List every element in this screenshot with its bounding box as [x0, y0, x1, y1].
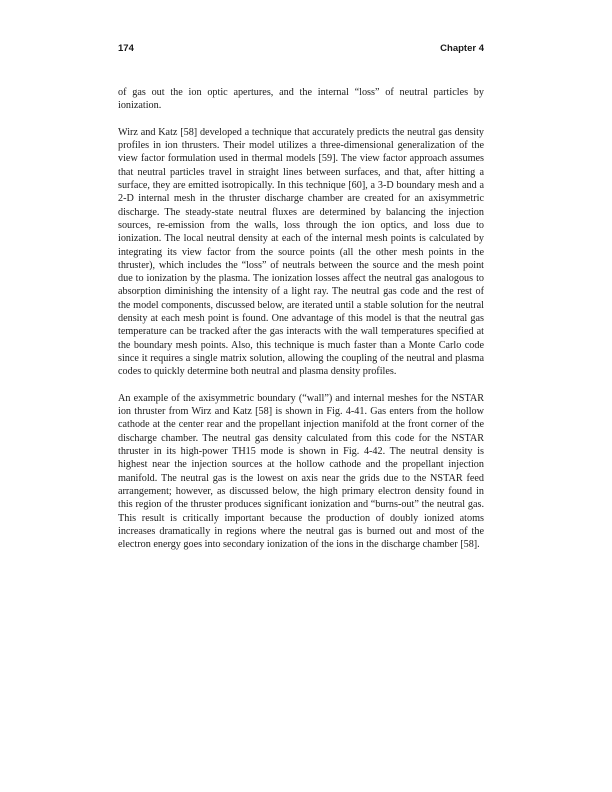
chapter-label: Chapter 4 [440, 43, 484, 54]
running-header [118, 43, 484, 57]
paragraph: Wirz and Katz [58] developed a technique that accurately predicts the neutral gas density profiles in ion thrusters. Their model utilizes a three-dimensional generalization of the view factor formulation used in thermal models [59]. The view factor approach assumes that neutral particles travel in straight lines between surfaces, and that, after hitting a surface, they are emitted isotropically. In this technique [60], a 3-D boundary mesh and a 2-D internal mesh in the thruster discharge chamber are created for an axisymmetric discharge. The steady-state neutral fluxes are determined by balancing the injection sources, re-emission from the walls, loss through the ion optics, and loss due to ionization. The local neutral density at each of the internal mesh points is calculated by integrating its view factor from the source points (all the other mesh points in the thruster), which includes the “loss” of neutrals between the source and the mesh point due to ionization by the plasma. The ionization losses affect the neutral gas analogous to absorption diminishing the intensity of a light ray. The neutral gas code and the rest of the model components, discussed below, are iterated until a stable solution for the neutral density at each mesh point is found. One advantage of this model is that the neutral gas temperature can be tracked after the gas interacts with the wall temperatures specified at the boundary mesh points. Also, this technique is much faster than a Monte Carlo code since it requires a single matrix solution, allowing the coupling of the neutral and plasma codes to quickly determine both neutral and plasma density profiles. [118, 126, 484, 378]
body-text [118, 86, 484, 565]
paragraph: An example of the axisymmetric boundary (“wall”) and internal meshes for the NSTAR ion thruster from Wirz and Katz [58] is shown in Fig. 4-41. Gas enters from the hollow cathode at the center rear and the propellant injection manifold at the front corner of the discharge chamber. The neutral gas density calculated from this code for the NSTAR thruster in its high-power TH15 mode is shown in Fig. 4-42. The neutral density is highest near the injection sources at the hollow cathode and the propellant injection manifold. The neutral gas is the lowest on axis near the grids due to the NSTAR feed arrangement; however, as discussed below, the high primary electron density found in this region of the thruster produces significant ionization and “burns-out” the neutral gas. This result is critically important because the production of doubly ionized atoms increases dramatically in regions where the neutral gas is burned out and most of the electron energy goes into secondary ionization of the ions in the discharge chamber [58]. [118, 392, 484, 551]
paragraph: of gas out the ion optic apertures, and the internal “loss” of neutral particles by ionization. [118, 87, 484, 112]
page-number: 174 [118, 43, 134, 54]
